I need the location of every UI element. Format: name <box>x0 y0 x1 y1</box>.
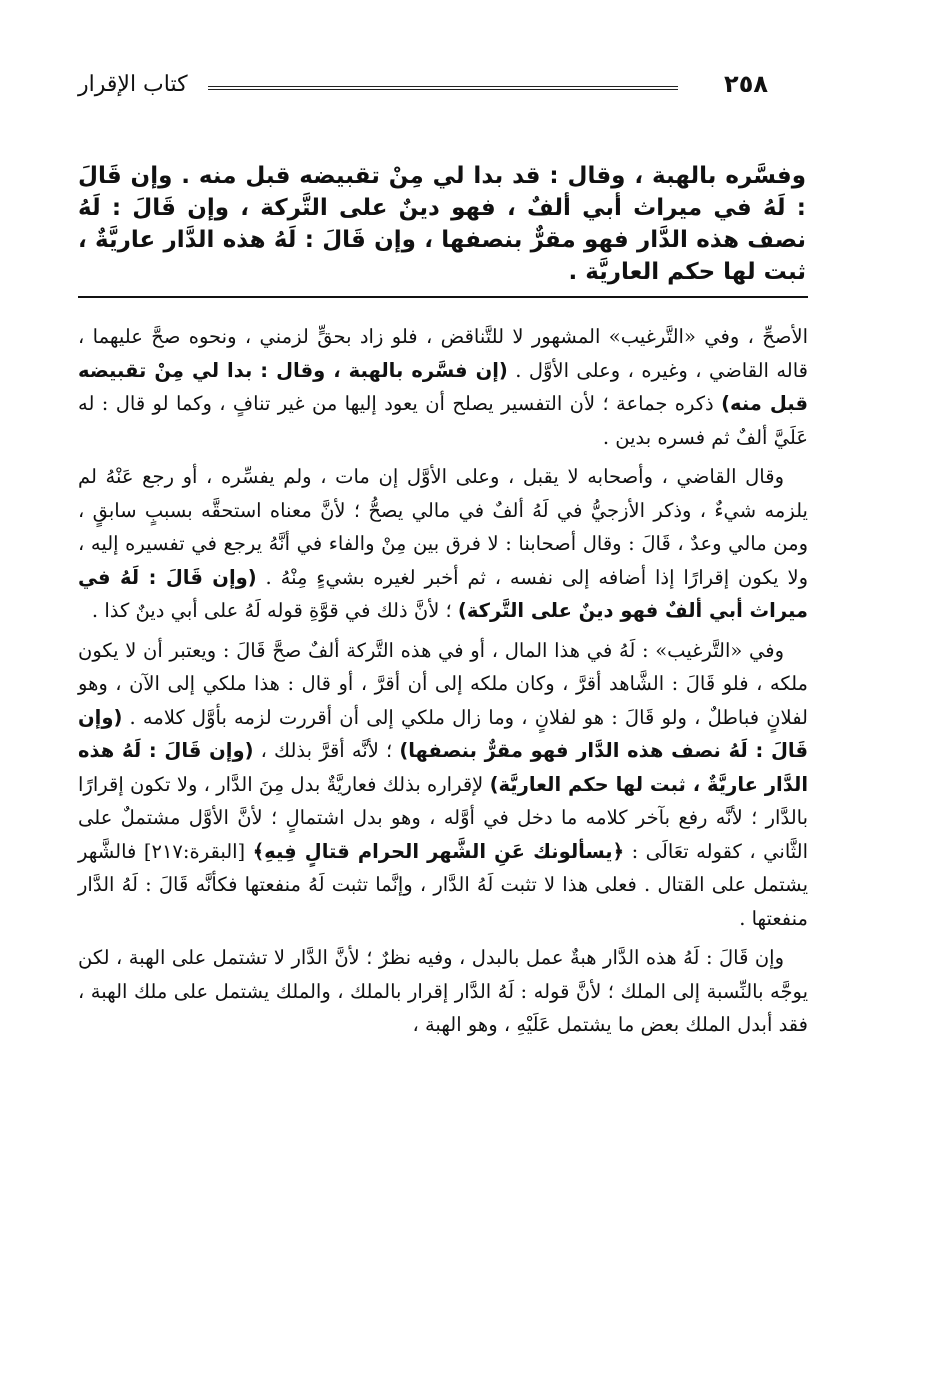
quoted-text: (وإن قَالَ : لَهُ هذه الدَّار عاريَّةٌ ، ثبت لها حكم العاريَّة) <box>78 739 808 796</box>
commentary-paragraph <box>78 460 808 628</box>
commentary <box>78 320 808 1048</box>
page-number: ٢٥٨ <box>724 70 768 98</box>
header-rule <box>208 86 678 90</box>
commentary-text: ؛ لأنَّه أقرَّ بذلك ، <box>253 739 400 762</box>
commentary-text: وفي «التَّرغيب» : لَهُ في هذا المال ، أو في هذه التَّركة ألفٌ صحَّ قَالَ : ويعتبر أن لا يكون ملكه ، فلو قَالَ : الشَّاهد أقرَّ ، وكان ملكه إلى أن أقرَّ ، أو قال : هذا ملكي إلى الآن ، وهو لفلانٍ فباطلٌ ، ولو قَالَ : هو لفلانٍ ، وما زال ملكي إلى أن أقررت لزمه بأوَّل كلامه . <box>78 638 808 729</box>
commentary-paragraph <box>78 634 808 936</box>
commentary-text: لإقراره بذلك فعاريَّةٌ بدل مِنَ الدَّار ، ولا تكون إقرارًا بالدَّار ؛ لأنَّه رفع بآخر كلامه ما دخل في أوَّله ، وهو بدل اشتمالٍ ؛ لأنَّ الأوَّل مشتملٌ على الثَّاني ، كقوله تعَالَى : <box>78 772 808 863</box>
quran-verse: ﴿يسألونك عَنِ الشَّهر الحرام قتالٍ فِيهِ﴾ <box>252 839 625 863</box>
quoted-text: (إن فسَّره بالهبة ، وقال : بدا لي مِنْ تقبيضه قبل منه) <box>78 358 808 415</box>
quoted-text: (وإن قَالَ : لَهُ في ميراث أبي ألفٌ فهو دينٌ على التَّركة) <box>78 565 808 622</box>
chapter-title: كتاب الإقرار <box>78 72 188 97</box>
commentary-text: الأصحِّ ، وفي «التَّرغيب» المشهور لا للتَّناقض ، فلو زاد بحقٍّ لزمني ، ونحوه صحَّ عليهما ، قاله القاضي ، وغيره ، وعلى الأوَّل . <box>78 325 809 382</box>
commentary-text: وإن قَالَ : لَهُ هذه الدَّار هبةٌ عمل بالبدل ، وفيه نظرٌ ؛ لأنَّ الدَّار لا تشتمل على الهبة ، لكن يوجَّه بالنِّسبة إلى الملك ؛ لأنَّ قوله : لَهُ الدَّار إقرار بالملك ، والملك يشتمل على ملك الهبة ، فقد أبدل الملك بعض ما يشتمل عَلَيْهِ ، وهو الهبة ، <box>78 946 808 1036</box>
commentary-text: ؛ لأنَّ ذلك في قوَّةِ قوله لَهُ على أبي دينٌ كذا . <box>91 599 458 622</box>
commentary-text: وقال القاضي ، وأصحابه لا يقبل ، وعلى الأوَّل إن مات ، ولم يفسِّره ، أو رجع عَنْهُ لم يلزمه شيءٌ ، وذكر الأزجيُّ في لَهُ ألفٌ في مالي يصحُّ ؛ لأنَّ معناه استحقَّه بسببٍ سابقٍ ، ومن مالي وعدٌ ، قَالَ : وقال أصحابنا : لا فرق بين مِنْ والفاء في أنَّهُ يرجع في تفسيره إليه ، ولا يكون إقرارًا إذا أضافه إلى نفسه ، ثم أخبر لغيره بشيءٍ مِنْهُ . <box>78 465 809 589</box>
commentary-paragraph <box>78 941 808 1042</box>
commentary-paragraph <box>78 320 808 454</box>
commentary-text: [البقرة:٢١٧] فالشَّهر يشتمل على القتال . فعلى هذا لا تثبت لَهُ الدَّار ، وإنَّما تثبت لَهُ منفعتها فكأنَّه قَالَ : لَهُ الدَّار منفعتها . <box>78 839 808 930</box>
separator-rule <box>78 296 808 298</box>
commentary-text: ذكره جماعة ؛ لأن التفسير يصلح أن يعود إليها من غير تنافٍ ، وكما لو قال : له عَلَيَّ ألفٌ ثم فسره بدين . <box>78 392 808 449</box>
page-header <box>78 70 768 110</box>
quoted-text: (وإن قَالَ : لَهُ نصف هذه الدَّار فهو مقرٌّ بنصفها) <box>78 705 808 762</box>
main-text: وفسَّره بالهبة ، وقال : قد بدا لي مِنْ تقبيضه قبل منه . وإن قَالَ : لَهُ في ميراث أبي ألفٌ ، فهو دينٌ على التَّركة ، وإن قَالَ : لَهُ نصف هذه الدَّار فهو مقرٌّ بنصفها ، وإن قَالَ : لَهُ هذه الدَّار عاريَّةٌ ، ثبت لها حكم العاريَّة . <box>78 163 806 285</box>
